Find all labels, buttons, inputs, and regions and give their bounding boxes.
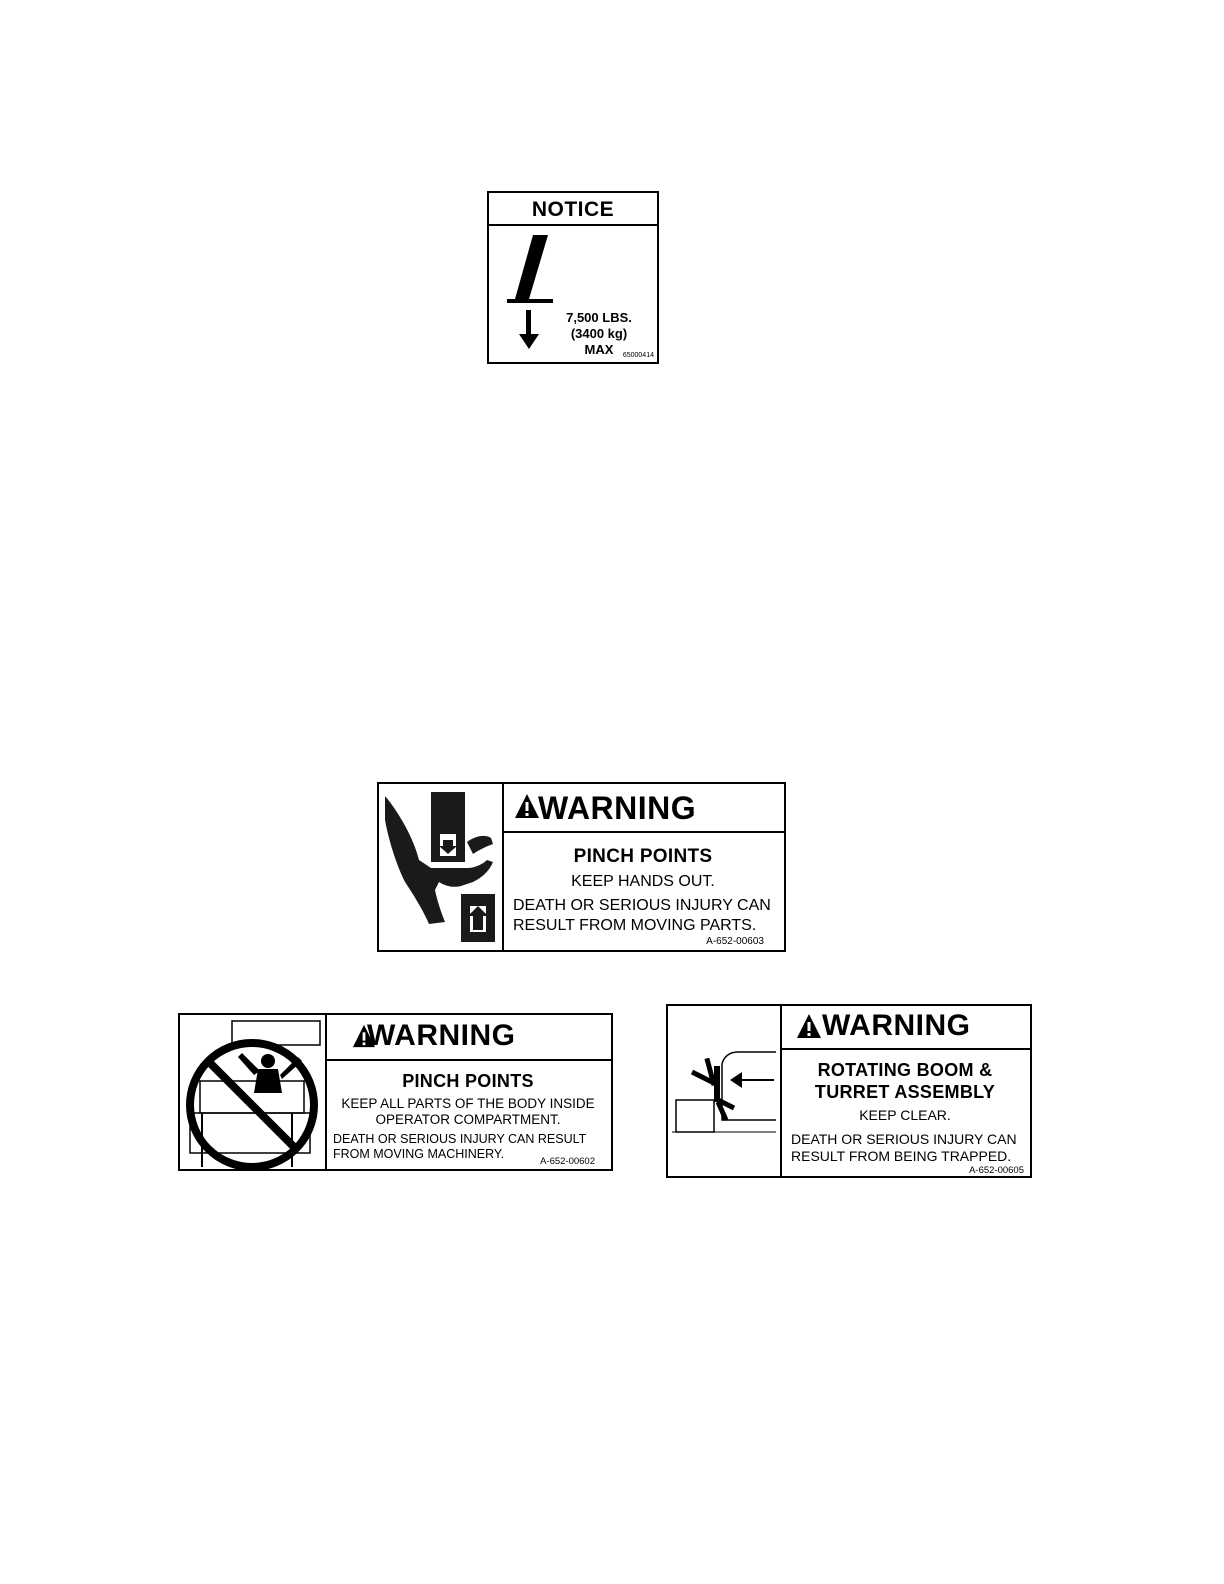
warning-triangle-icon [796,1013,822,1039]
warning-instruction-line1: KEEP ALL PARTS OF THE BODY INSIDE [341,1096,595,1111]
notice-capacity-lbs: 7,500 LBS. [566,310,632,325]
pictogram-panel [668,1006,782,1176]
notice-header-text: NOTICE [531,198,615,221]
notice-code: 65000414 [622,352,654,359]
warning-hazard-line2: FROM MOVING MACHINERY. [333,1147,505,1161]
trapped-person-icon [670,1008,778,1176]
warning-header [780,1006,1030,1050]
notice-decal [487,191,659,364]
warning-decal-pinch-body [178,1013,613,1171]
warning-title: PINCH POINTS [402,1071,534,1091]
pictogram-panel [180,1015,327,1169]
warning-instruction: KEEP HANDS OUT. [571,873,715,890]
warning-code: A-652-00605 [969,1165,1024,1176]
hand-crush-icon [383,790,498,944]
notice-capacity-kg: (3400 kg) [570,326,628,341]
warning-instruction: KEEP CLEAR. [859,1107,951,1123]
warning-hazard-line2: RESULT FROM BEING TRAPPED. [791,1148,1012,1164]
pictogram-panel [379,784,504,950]
warning-header-text: WARNING [822,1009,971,1042]
warning-decal-rotating-boom [666,1004,1032,1178]
warning-hazard-line1: DEATH OR SERIOUS INJURY CAN [791,1131,1017,1147]
warning-hazard-line1: DEATH OR SERIOUS INJURY CAN [513,897,771,914]
warning-title-line2: TURRET ASSEMBLY [814,1082,996,1102]
notice-max-label: MAX [584,342,614,357]
warning-title-line1: ROTATING BOOM & [817,1060,993,1080]
warning-code: A-652-00602 [540,1156,595,1167]
warning-header [325,1015,611,1061]
warning-triangle-icon [514,793,540,819]
warning-header-text: WARNING [367,1019,516,1052]
warning-header-text: WARNING [538,790,697,826]
warning-header [502,784,784,833]
no-leaning-out-icon [182,1017,323,1169]
warning-code: A-652-00603 [706,936,764,947]
warning-decal-pinch-hands [377,782,786,952]
warning-hazard-line2: RESULT FROM MOVING PARTS. [513,917,757,934]
warning-hazard-line1: DEATH OR SERIOUS INJURY CAN RESULT [333,1132,587,1146]
warning-title: PINCH POINTS [573,846,713,867]
warning-instruction-line2: OPERATOR COMPARTMENT. [375,1112,561,1127]
notice-header [489,193,657,226]
